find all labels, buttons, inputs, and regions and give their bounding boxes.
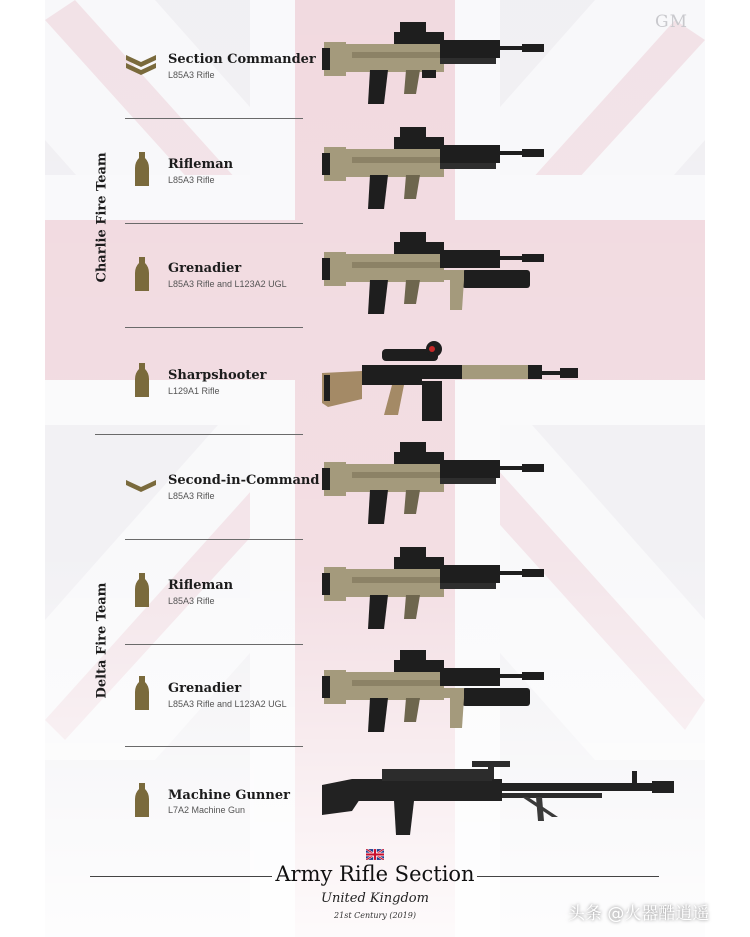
- page-era: 21st Century (2019): [334, 911, 416, 920]
- page-subtitle: United Kingdom: [321, 891, 429, 906]
- role-name: Grenadier: [168, 261, 242, 276]
- divider: [125, 644, 303, 645]
- l7a2-machine-gun-icon: [322, 755, 677, 840]
- l85a3-rifle-icon: [322, 20, 547, 112]
- role-name: Grenadier: [168, 681, 242, 696]
- weapon-name: L85A3 Rifle: [168, 596, 215, 606]
- poster: [45, 0, 705, 937]
- l85a3-rifle-icon: [322, 545, 547, 637]
- weapon-name: L85A3 Rifle: [168, 70, 215, 80]
- l85a3-rifle-icon: [322, 125, 547, 217]
- private-rank-icon: [135, 783, 149, 817]
- team-label-delta: Delta Fire Team: [94, 582, 110, 699]
- role-name: Section Commander: [168, 52, 316, 67]
- weapon-name: L129A1 Rifle: [168, 386, 220, 396]
- weapon-name: L7A2 Machine Gun: [168, 805, 246, 815]
- divider: [125, 327, 303, 328]
- team-label-charlie: Charlie Fire Team: [94, 152, 110, 283]
- l85a3-rifle-icon: [322, 440, 547, 532]
- private-rank-icon: [135, 363, 149, 397]
- l85a3-ugl-rifle-icon: [322, 648, 547, 740]
- role-name: Sharpshooter: [168, 368, 267, 383]
- watermark: 头条 @火器酷逍遥: [568, 904, 710, 924]
- weapon-name: L85A3 Rifle and L123A2 UGL: [168, 279, 287, 289]
- l129a1-rifle-icon: [322, 335, 582, 427]
- divider: [125, 539, 303, 540]
- uk-flag-icon: [366, 849, 384, 860]
- role-name: Second-in-Command: [168, 473, 320, 488]
- weapon-name: L85A3 Rifle: [168, 491, 215, 501]
- private-rank-icon: [135, 152, 149, 186]
- private-rank-icon: [135, 676, 149, 710]
- divider: [95, 434, 303, 435]
- private-rank-icon: [135, 257, 149, 291]
- divider: [125, 118, 303, 119]
- role-name: Rifleman: [168, 157, 234, 172]
- role-name: Machine Gunner: [168, 788, 290, 803]
- l85a3-ugl-rifle-icon: [322, 230, 547, 322]
- gm-logo: GM: [655, 12, 688, 32]
- weapon-name: L85A3 Rifle and L123A2 UGL: [168, 699, 287, 709]
- role-name: Rifleman: [168, 578, 234, 593]
- page-title: Army Rifle Section: [275, 862, 475, 886]
- divider: [125, 746, 303, 747]
- lance-corporal-chevron-icon: [125, 478, 157, 492]
- divider: [125, 223, 303, 224]
- private-rank-icon: [135, 573, 149, 607]
- weapon-name: L85A3 Rifle: [168, 175, 215, 185]
